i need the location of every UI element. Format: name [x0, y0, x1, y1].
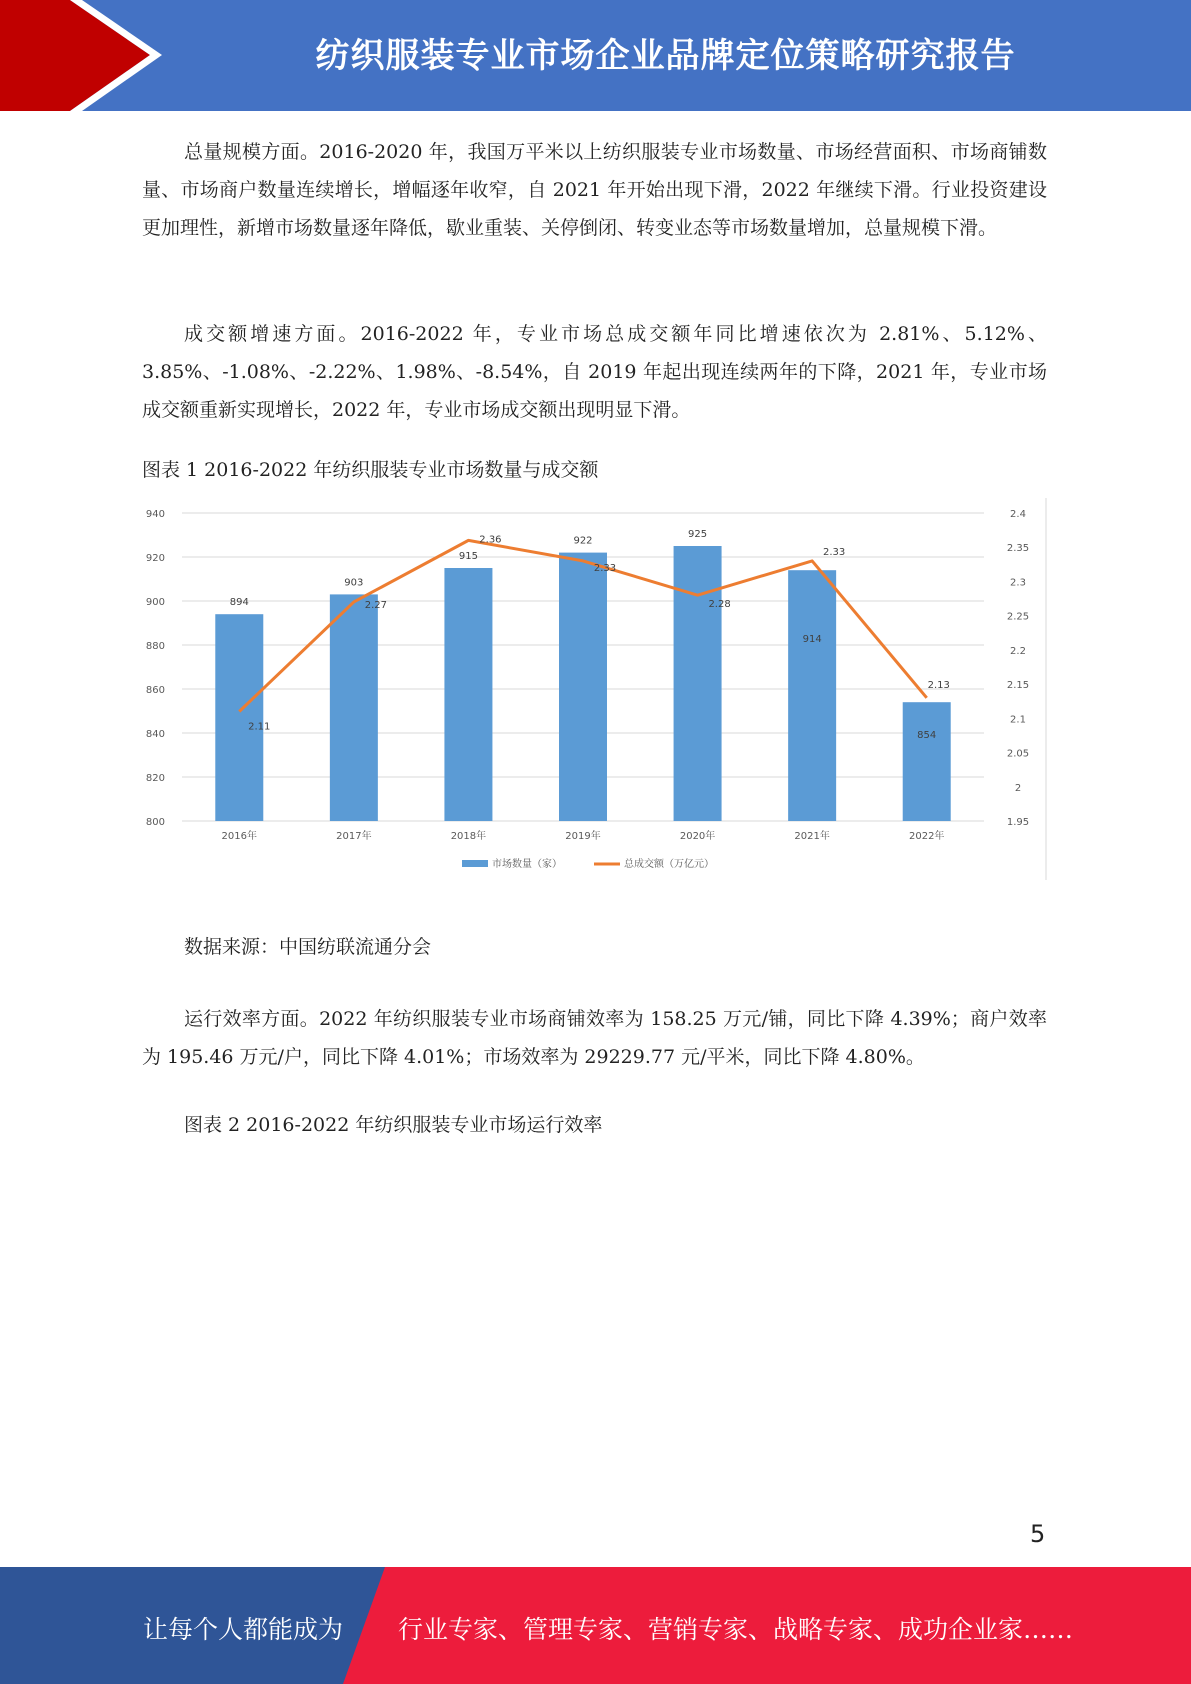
line-value-label: 2.33 [823, 546, 846, 558]
chart-legend [462, 857, 714, 870]
footer-slogan-right: 行业专家、管理专家、营销专家、战略专家、成功企业家…… [398, 1615, 1074, 1644]
report-title: 纺织服装专业市场企业品牌定位策略研究报告 [315, 36, 1016, 76]
x-axis-tick-label: 2017年 [336, 831, 372, 842]
y2-axis-tick-label: 2.35 [1006, 543, 1030, 555]
legend-label-bar: 市场数量（家） [492, 859, 562, 870]
y2-axis-tick-label: 2.15 [1006, 680, 1030, 692]
bar-value-label: 925 [688, 529, 708, 540]
y-axis-tick-label: 860 [145, 685, 165, 696]
page-number: 5 [1030, 1520, 1046, 1548]
figure-1-caption: 图表 1 2016-2022 年纺织服装专业市场数量与成交额 [142, 459, 599, 481]
bar-2018年 [444, 568, 492, 821]
footer-banner [0, 1567, 1191, 1684]
x-axis-tick-label: 2016年 [221, 831, 258, 842]
chart-gridlines [182, 498, 1046, 880]
y-axis-tick-label: 800 [145, 817, 165, 828]
y-axis-tick-label: 920 [145, 553, 165, 564]
x-axis-tick-label: 2021年 [794, 831, 830, 842]
bar-value-label: 903 [344, 577, 364, 589]
line-value-label: 2.28 [708, 599, 731, 611]
legend-label-line: 总成交额（万亿元） [624, 859, 714, 870]
header-red-arrow [0, 0, 150, 111]
y2-axis-tick-label: 1.95 [1006, 817, 1030, 828]
bar-value-label: 854 [917, 730, 937, 742]
y-axis-tick-label: 880 [145, 641, 165, 652]
x-axis-tick-label: 2018年 [450, 831, 487, 842]
y2-axis-tick-label: 2.05 [1006, 748, 1030, 760]
y2-axis-tick-label: 2 [1014, 782, 1022, 794]
y-axis-tick-label: 840 [145, 729, 165, 740]
bar-2019年 [559, 553, 607, 821]
bar-2016年 [215, 614, 263, 821]
x-axis-tick-label: 2019年 [565, 831, 601, 842]
bar-2020年 [674, 546, 722, 821]
y-axis-tick-label: 940 [145, 509, 165, 520]
chart-svg [142, 498, 1048, 880]
line-value-label: 2.36 [479, 534, 502, 546]
y2-axis-tick-label: 2.2 [1010, 645, 1026, 657]
line-value-label: 2.13 [927, 679, 950, 691]
paragraph-total-scale: 总量规模方面。2016-2020 年，我国万平米以上纺织服装专业市场数量、市场经营面积、市场商铺数量、市场商户数量连续增长，增幅逐年收窄，自 2021 年开始出现下滑，2022 年继续下滑。行业投资建设更加理性，新增市场数量逐年降低，歇业重装、关停倒闭、转变业态等市场数量增加，总量规模下滑。 [142, 141, 1047, 239]
footer-slogan-left: 让每个人都能成为 [143, 1615, 344, 1644]
y-axis-tick-label: 900 [145, 597, 165, 608]
x-axis-tick-label: 2020年 [679, 831, 716, 842]
header-banner [0, 0, 1191, 111]
line-value-label: 2.11 [248, 721, 271, 733]
bar-2022年 [903, 702, 951, 821]
paragraph-turnover-growth: 成交额增速方面。2016-2022 年，专业市场总成交额年同比增速依次为 2.81%、5.12%、3.85%、-1.08%、-2.22%、1.98%、-8.54%，自 2019 年起出现连续两年的下降，2021 年，专业市场成交额重新实现增长，2022 年，专业市场成交额出现明显下滑。 [142, 323, 1047, 421]
figure-2-caption: 图表 2 2016-2022 年纺织服装专业市场运行效率 [184, 1114, 603, 1136]
data-source-note: 数据来源：中国纺联流通分会 [184, 936, 432, 958]
bar-value-label: 922 [573, 535, 593, 547]
y2-axis-tick-label: 2.4 [1010, 509, 1026, 520]
y-axis-tick-label: 820 [145, 773, 165, 784]
line-value-label: 2.33 [593, 562, 617, 574]
bar-value-label: 915 [458, 551, 478, 562]
legend-swatch-bar [462, 860, 488, 867]
market-count-turnover-chart [142, 498, 1048, 880]
chart-bars [215, 546, 950, 821]
bar-2017年 [330, 594, 378, 821]
line-value-label: 2.27 [364, 599, 387, 611]
bar-2021年 [788, 570, 836, 821]
y2-axis-tick-label: 2.1 [1010, 714, 1026, 726]
bar-value-label: 894 [229, 597, 249, 609]
paragraph-efficiency: 运行效率方面。2022 年纺织服装专业市场商铺效率为 158.25 万元/铺，同比下降 4.39%；商户效率为 195.46 万元/户，同比下降 4.01%；市场效率为 29229.77 元/平米，同比下降 4.80%。 [142, 1008, 1047, 1068]
bar-value-label: 914 [802, 634, 822, 646]
x-axis-tick-label: 2022年 [908, 831, 945, 842]
y2-axis-tick-label: 2.25 [1006, 611, 1030, 623]
y2-axis-tick-label: 2.3 [1010, 577, 1026, 589]
